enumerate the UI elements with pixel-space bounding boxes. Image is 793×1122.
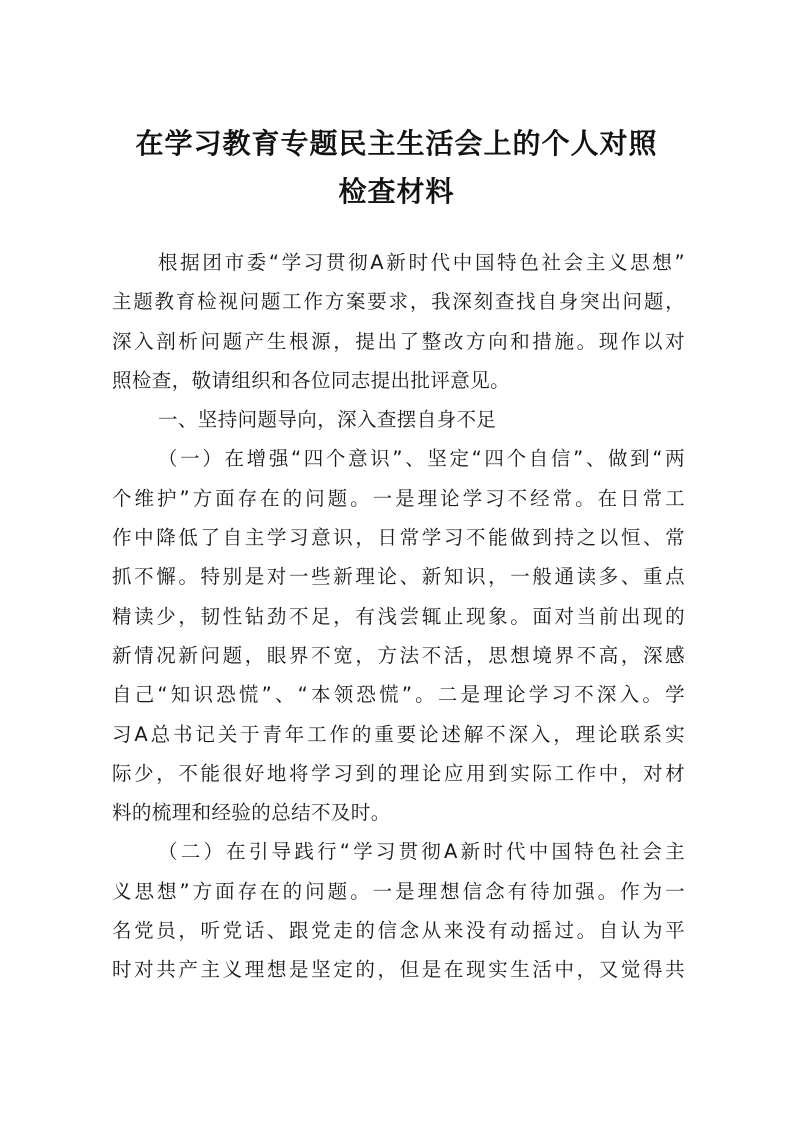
paragraph-line: 照检查，敬请组织和各位同志提出批评意见。 [112,368,511,392]
paragraph-line: 精读少，韧性钻劲不足，有浅尝辄止现象。面对当前出现的 [112,604,685,628]
document-body [112,243,685,990]
paragraph-line: 料的梳理和经验的总结不及时。 [112,801,391,825]
paragraph-line: 时对共产主义理想是坚定的，但是在现实生活中，又觉得共 [112,958,685,982]
paragraph-line: 自己“知识恐慌”、“本领恐慌”。二是理论学习不深入。学 [112,683,685,707]
paragraph-line: 习A总书记关于青年工作的重要论述解不深入，理论联系实 [112,722,685,746]
paragraph-line: 际少，不能很好地将学习到的理论应用到实际工作中，对材 [112,761,685,785]
document-title-line-2: 检查材料 [338,175,455,208]
paragraph-line: 抓不懈。特别是对一些新理论、新知识，一般通读多、重点 [112,565,685,589]
document-title-line-1: 在学习教育专题民主生活会上的个人对照 [135,127,658,160]
paragraph-line: 义思想”方面存在的问题。一是理想信念有待加强。作为一 [112,879,685,903]
paragraph-line: （二）在引导践行“学习贯彻A新时代中国特色社会主 [158,840,685,864]
paragraph-line: （一）在增强“四个意识”、坚定“四个自信”、做到“两 [158,447,685,471]
paragraph-line: 作中降低了自主学习意识，日常学习不能做到持之以恒、常 [112,526,685,550]
paragraph-line: 名党员，听党话、跟党走的信念从来没有动摇过。自认为平 [112,919,685,943]
paragraph-line: 主题教育检视问题工作方案要求，我深刻查找自身突出问题， [112,290,685,314]
paragraph-line: 深入剖析问题产生根源，提出了整改方向和措施。现作以对 [112,329,685,353]
paragraph-line: 根据团市委“学习贯彻A新时代中国特色社会主义思想” [158,251,685,274]
paragraph-line: 新情况新问题，眼界不宽，方法不活，思想境界不高，深感 [112,643,685,667]
section-heading: 一、坚持问题导向，深入查摆自身不足 [158,408,497,432]
paragraph-line: 个维护”方面存在的问题。一是理论学习不经常。在日常工 [112,486,685,510]
